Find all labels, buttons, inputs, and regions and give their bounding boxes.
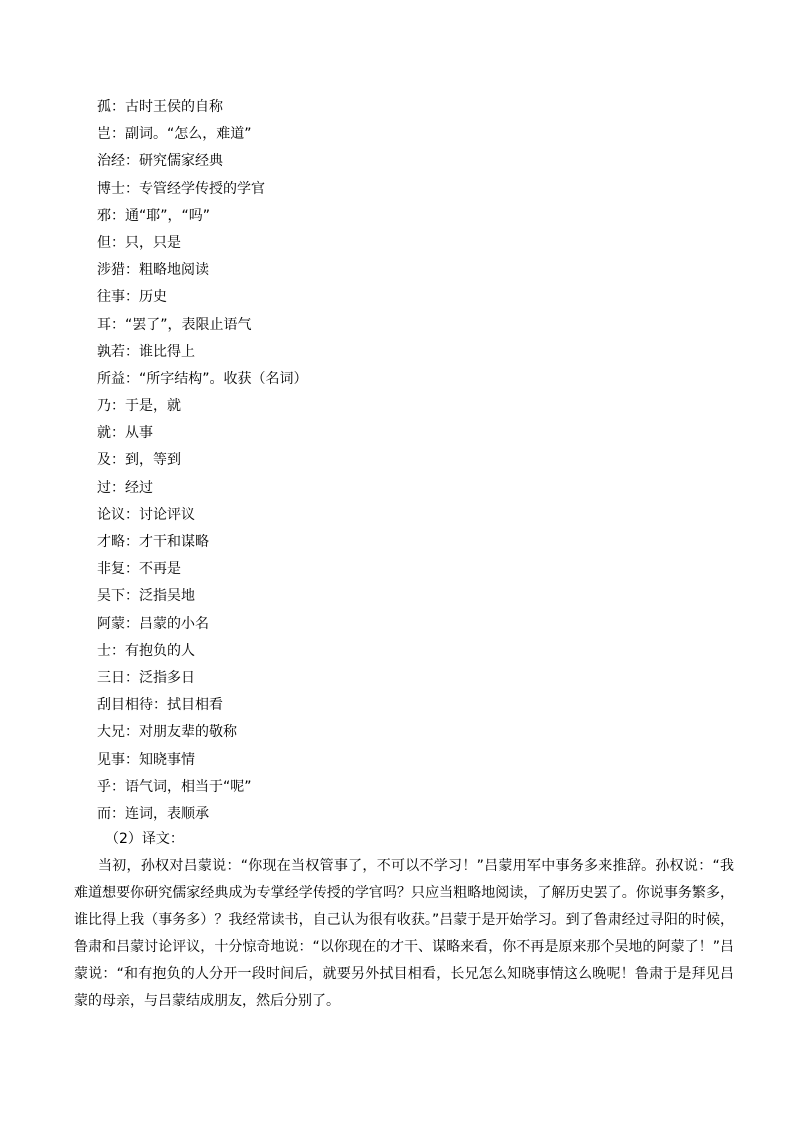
- glossary-item: 但：只，只是: [97, 234, 181, 251]
- glossary-item: 乎：语气词，相当于“呢”: [97, 778, 252, 795]
- glossary-item: 而：连词，表顺承: [97, 805, 209, 822]
- translation-paragraph: 当初，孙权对吕蒙说：“你现在当权管事了，不可以不学习！”吕蒙用军中事务多来推辞。孙权说：“我难道想要你研究儒家经典成为专掌经学传授的学官吗？只应当粗略地阅读，了解历史罢了。你说事务繁多，谁比得上我（事务多）？我经常读书，自己认为很有收获。”吕蒙于是开始学习。到了鲁肃经过寻阳的时候，鲁肃和吕蒙讨论评议，十分惊奇地说：“以你现在的才干、谋略来看，你不再是原来那个吴地的阿蒙了！”吕蒙说：“和有抱负的人分开一段时间后，就要另外拭目相看，长兄怎么知晓事情这么晚呢！鲁肃于是拜见吕蒙的母亲，与吕蒙结成朋友，然后分别了。: [74, 858, 734, 1009]
- glossary-item: 过：经过: [97, 479, 153, 496]
- glossary-item: 非复：不再是: [97, 561, 181, 578]
- glossary-item: 见事：知晓事情: [97, 751, 195, 768]
- glossary-item: 三日：泛指多日: [97, 669, 195, 686]
- glossary-item: 耳：“罢了”，表限止语气: [97, 316, 252, 333]
- glossary-item: 邪：通“耶”，“吗”: [97, 207, 211, 224]
- glossary-item: 博士：专管经学传授的学官: [97, 180, 265, 197]
- glossary-item: 阿蒙：吕蒙的小名: [97, 615, 209, 632]
- translation-heading: （2）译文：: [105, 831, 184, 847]
- glossary-item: 就：从事: [97, 425, 153, 442]
- glossary-item: 岂：副词。“怎么，难道”: [97, 126, 252, 143]
- glossary-item: 往事：历史: [97, 289, 167, 306]
- glossary-item: 才略：才干和谋略: [97, 534, 209, 550]
- glossary-item: 治经：研究儒家经典: [97, 153, 223, 170]
- glossary-item: 论议：讨论评议: [97, 506, 195, 523]
- glossary-item: 刮目相待：拭目相看: [97, 697, 223, 714]
- glossary-item: 涉猎：粗略地阅读: [97, 262, 209, 279]
- glossary-list: [97, 94, 308, 828]
- glossary-item: 孰若：谁比得上: [97, 343, 195, 360]
- glossary-item: 乃：于是，就: [97, 398, 181, 415]
- glossary-item: 大兄：对朋友辈的敬称: [97, 724, 237, 741]
- glossary-item: 吴下：泛指吴地: [97, 588, 195, 605]
- glossary-item: 孤：古时王侯的自称: [97, 99, 223, 115]
- glossary-item: 士：有抱负的人: [97, 642, 195, 659]
- glossary-item: 及：到，等到: [97, 452, 181, 469]
- glossary-item: 所益：“所字结构”。收获（名词）: [97, 370, 308, 387]
